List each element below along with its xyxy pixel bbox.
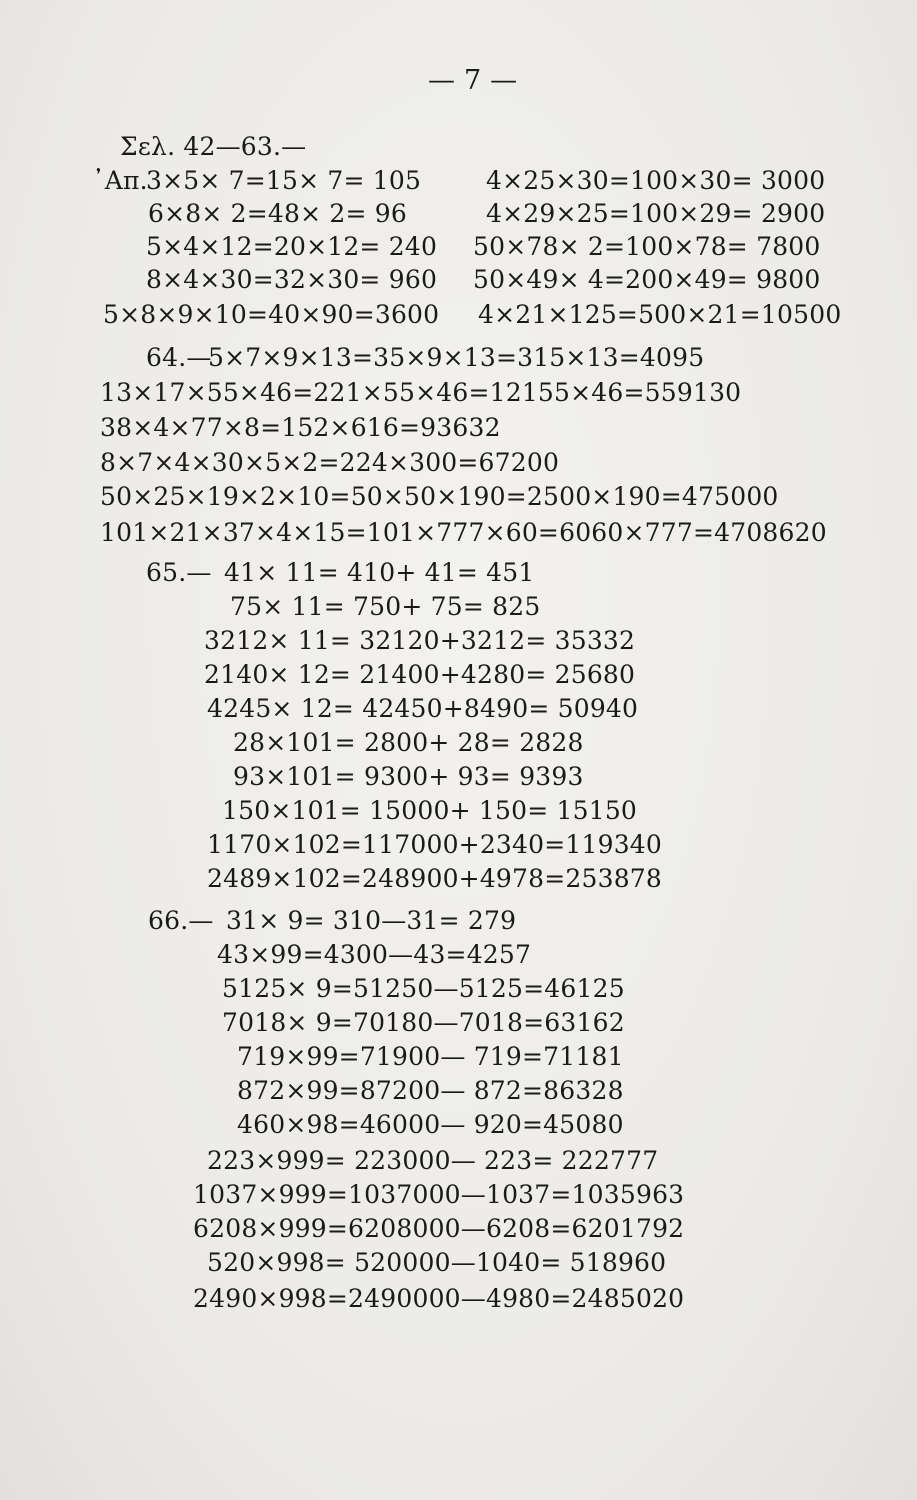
ex63-left-line: 5×8×9×10=40×90=3600 [103,300,440,329]
section-reference: Σελ. 42—63.— [120,132,307,161]
ex64-line: 50×25×19×2×10=50×50×190=2500×190=475000 [100,482,779,511]
ex63-right-line: 4×21×125=500×21=10500 [478,300,842,329]
ex63-left-line: 3×5× 7=15× 7= 105 [146,166,422,195]
ex66-line: 31× 9= 310—31= 279 [226,906,517,935]
ex63-left-line: 5×4×12=20×12= 240 [146,232,438,261]
ex66-line: 872×99=87200— 872=86328 [237,1076,624,1105]
ex63-right-line: 50×49× 4=200×49= 9800 [473,265,821,294]
ex63-right-line: 4×25×30=100×30= 3000 [486,166,826,195]
ex65-line: 1170×102=117000+2340=119340 [207,830,663,859]
exercise-64-label: 64.— [146,343,212,372]
ex66-line: 1037×999=1037000—1037=1035963 [193,1180,685,1209]
ex66-line: 2490×998=2490000—4980=2485020 [193,1284,685,1313]
ex63-right-line: 4×29×25=100×29= 2900 [486,199,826,228]
ex66-line: 6208×999=6208000—6208=6201792 [193,1214,685,1243]
ex65-line: 2140× 12= 21400+4280= 25680 [204,660,636,689]
ex66-line: 7018× 9=70180—7018=63162 [222,1008,625,1037]
ex65-line: 41× 11= 410+ 41= 451 [224,558,535,587]
ex64-line: 101×21×37×4×15=101×777×60=6060×777=4708620 [100,518,827,547]
ex65-line: 75× 11= 750+ 75= 825 [230,592,541,621]
ex64-line: 8×7×4×30×5×2=224×300=67200 [100,448,560,477]
ex65-line: 4245× 12= 42450+8490= 50940 [207,694,639,723]
ex66-line: 43×99=4300—43=4257 [217,940,532,969]
ex63-left-line: 8×4×30=32×30= 960 [146,265,438,294]
ex66-line: 223×999= 223000— 223= 222777 [207,1146,659,1175]
ex66-line: 5125× 9=51250—5125=46125 [222,974,625,1003]
page-number: — 7 — [428,65,518,96]
ex65-line: 28×101= 2800+ 28= 2828 [233,728,584,757]
ex64-line: 13×17×55×46=221×55×46=12155×46=559130 [100,378,742,407]
ex66-line: 719×99=71900— 719=71181 [237,1042,624,1071]
ex64-line: 38×4×77×8=152×616=93632 [100,413,501,442]
ex63-right-line: 50×78× 2=100×78= 7800 [473,232,821,261]
ex65-line: 150×101= 15000+ 150= 15150 [222,796,638,825]
exercise-63-label: ᾿Απ. [92,166,148,195]
exercise-65-label: 65.— [146,558,212,587]
ex64-line: 5×7×9×13=35×9×13=315×13=4095 [208,343,705,372]
ex65-line: 2489×102=248900+4978=253878 [207,864,663,893]
ex65-line: 3212× 11= 32120+3212= 35332 [204,626,636,655]
ex63-left-line: 6×8× 2=48× 2= 96 [148,199,408,228]
ex65-line: 93×101= 9300+ 93= 9393 [233,762,584,791]
ex66-line: 460×98=46000— 920=45080 [237,1110,624,1139]
ex66-line: 520×998= 520000—1040= 518960 [207,1248,667,1277]
exercise-66-label: 66.— [148,906,214,935]
